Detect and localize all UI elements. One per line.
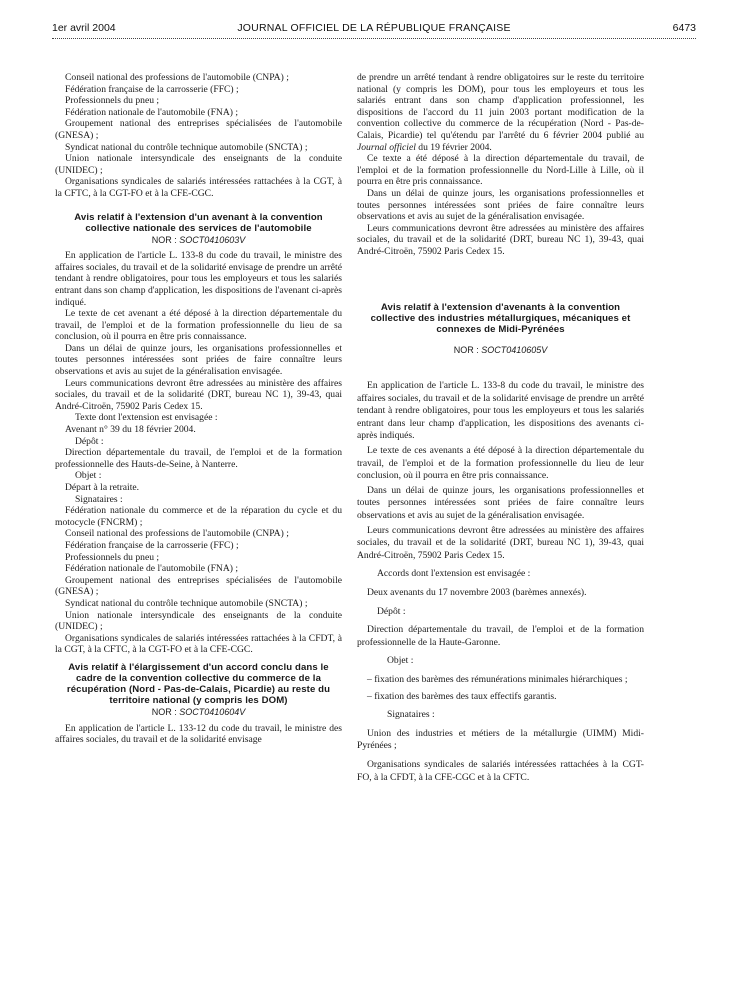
paragraph: Ce texte a été déposé à la direction départementale du travail, de l'emploi et de la formation professionnelle du Nord-Lille à Lille, où il pourra en être pris connaissance.: [357, 153, 644, 188]
section-value: Direction départementale du travail, de l'emploi et de la formation professionnelle des Hauts-de-Seine, à Nanterre.: [55, 447, 342, 470]
section-value: Deux avenants du 17 novembre 2003 (barèmes annexés).: [367, 587, 587, 598]
list-item: – fixation des barèmes des rémunérations minimales hiérarchiques ;: [367, 673, 628, 685]
paragraph: Dans un délai de quinze jours, les organisations professionnelles et toutes personnes intéressées sont priées de faire connaître leurs observations et avis au sujet de la généralisation envisagée.: [357, 187, 644, 223]
list-item: Syndicat national du contrôle technique automobile (SNCTA) ;: [65, 597, 308, 609]
paragraph: Le texte de cet avenant a été déposé à la direction départementale du travail, de l'emploi et de la formation professionnelle du lieu de sa conclusion, où il pourra en être pris connaissance.: [55, 308, 342, 343]
issue-date: 1er avril 2004: [52, 22, 116, 34]
section-value: Départ à la retraite.: [65, 482, 140, 493]
list-item: Groupement national des entreprises spécialisées de l'automobile (GNESA) ;: [55, 574, 342, 598]
header-rule: [52, 38, 696, 39]
journal-title: JOURNAL OFFICIEL DE LA RÉPUBLIQUE FRANÇAISE: [237, 22, 511, 34]
right-column: [357, 72, 644, 784]
section-label: Accords dont l'extension est envisagée :: [377, 568, 531, 580]
nor-label: NOR :: [151, 706, 177, 717]
paragraph-text: du 19 février 2004.: [418, 141, 492, 153]
section-value: Direction départementale du travail, de l'emploi et de la formation professionnelle de la Haute-Garonne.: [357, 624, 644, 648]
section-label: Objet :: [75, 470, 102, 482]
section-label: Dépôt :: [75, 435, 104, 447]
paragraph: Dans un délai de quinze jours, les organisations professionnelles et toutes personnes intéressées sont priées de faire connaître leurs observations et avis au sujet de la généralisation envisagée.: [55, 342, 342, 378]
list-item: Professionnels du pneu ;: [65, 95, 160, 107]
list-item: Union des industries et métiers de la métallurgie (UIMM) Midi-Pyrénées ;: [357, 727, 644, 752]
list-item: Organisations syndicales de salariés intéressées rattachées à la CGT, à la CFTC, à la CGT-FO et à la CFE-CGC.: [55, 176, 342, 199]
paragraph: Le texte de ces avenants a été déposé à la direction départementale du travail, de l'emploi et de la formation professionnelle du lieu de leur conclusion, où il pourra en être pris connaissance.: [357, 445, 644, 482]
section-label: Signataires :: [387, 709, 435, 721]
publication-name: Journal officiel: [357, 141, 416, 153]
list-item: Groupement national des entreprises spécialisées de l'automobile (GNESA) ;: [55, 118, 342, 141]
list-item: – fixation des barèmes des taux effectifs garantis.: [367, 690, 557, 702]
notice-title: Avis relatif à l'élargissement d'un accord conclu dans le cadre de la convention collective du commerce de la récupération (Nord - Pas-de-Calais, Picardie) au reste du territoire national (y compris les DOM): [66, 661, 331, 706]
left-column: [55, 72, 342, 746]
nor-code: SOCT0410604V: [179, 706, 246, 717]
paragraph-text: de prendre un arrêté tendant à rendre obligatoires sur le reste du territoire national (y compris les DOM), pour tous les employeurs et tous les salariés entrant dans son champ d'application professionnel, les dispositions de l'accord du 11 juin 2003 portant modification de la convention collective du commerce de la récupération (Nord - Pas-de-Calais, Picardie) tel qu'étendu par l'arrêté du 6 février 2004 publié au: [357, 72, 644, 141]
list-item: Organisations syndicales de salariés intéressées rattachées à la CGT-FO, à la CFDT, à la CFE-CGC et à la CFTC.: [357, 758, 644, 783]
list-item: Fédération nationale de l'automobile (FNA) ;: [65, 106, 239, 118]
paragraph: En application de l'article L. 133-12 du code du travail, le ministre des affaires sociales, du travail et de la solidarité envisage: [55, 722, 342, 746]
list-item: Organisations syndicales de salariés intéressées rattachées à la CFDT, à la CGT, à la CFTC, à la CGT-FO et à la CFE-CGC.: [55, 632, 342, 656]
notice-title: Avis relatif à l'extension d'un avenant à la convention collective nationale des services de l'automobile: [74, 211, 323, 234]
page-header: [52, 22, 696, 38]
section-label: Signataires :: [75, 493, 123, 505]
section-label: Objet :: [387, 655, 414, 667]
nor-reference: [357, 345, 644, 357]
paragraph: Dans un délai de quinze jours, les organisations professionnelles et toutes personnes intéressées sont priées de faire connaître leurs observations et avis au sujet de la généralisation envisagée.: [357, 484, 644, 522]
list-item: Fédération française de la carrosserie (FFC) ;: [65, 539, 239, 551]
list-item: Fédération nationale du commerce et de la réparation du cycle et du motocycle (FNCRM) ;: [55, 505, 342, 528]
section-label: Texte dont l'extension est envisagée :: [75, 412, 218, 424]
paragraph: Leurs communications devront être adressées au ministère des affaires sociales, du travail et de la solidarité (DRT, bureau NC 1), 39-43, quai André-Citroën, 75902 Paris Cedex 15.: [357, 222, 644, 257]
paragraph: Leurs communications devront être adressées au ministère des affaires sociales, du travail et de la solidarité (DRT, bureau NC 1), 39-43, quai André-Citroën, 75902 Paris Cedex 15.: [357, 524, 644, 561]
list-item: Union nationale intersyndicale des enseignants de la conduite (UNIDEC) ;: [55, 153, 342, 176]
list-item: Syndicat national du contrôle technique automobile (SNCTA) ;: [65, 141, 308, 153]
paragraph-continued: [357, 72, 644, 153]
page-number: 6473: [672, 22, 696, 34]
notice-title: Avis relatif à l'extension d'avenants à la convention collective des industries métallurgiques, mécaniques et connexes de Midi-Pyrénées: [370, 301, 631, 335]
list-item: Professionnels du pneu ;: [65, 551, 160, 563]
section-value: Avenant n° 39 du 18 février 2004.: [65, 424, 196, 436]
nor-label: NOR :: [151, 234, 177, 245]
paragraph: Leurs communications devront être adressées au ministère des affaires sociales, du travail et de la solidarité (DRT, bureau NC 1), 39-43, quai André-Citroën, 75902 Paris Cedex 15.: [55, 377, 342, 412]
section-label: Dépôt :: [377, 605, 406, 617]
paragraph: En application de l'article L. 133-8 du code du travail, le ministre des affaires sociales, du travail et de la solidarité envisage de prendre un arrêté tendant à rendre obligatoires, pour tous les employeurs et tous les salariés entrant dans leur champ d'application, les dispositions des avenants ci-après indiqués.: [357, 380, 644, 442]
nor-code: SOCT0410605V: [481, 344, 548, 355]
nor-code: SOCT0410603V: [179, 234, 246, 245]
nor-label: NOR :: [453, 344, 479, 355]
intro-list: [55, 72, 342, 200]
list-item: Conseil national des professions de l'automobile (CNPA) ;: [65, 528, 289, 540]
nor-reference: [55, 235, 342, 247]
list-item: Union nationale intersyndicale des enseignants de la conduite (UNIDEC) ;: [55, 609, 342, 633]
paragraph: En application de l'article L. 133-8 du code du travail, le ministre des affaires sociales, du travail et de la solidarité envisage de prendre un arrêté tendant à rendre obligatoires, pour tous les employeurs et tous les salariés entrant dans son champ d'application, les dispositions de l'avenant ci-après indiqué.: [55, 250, 342, 308]
list-item: Fédération française de la carrosserie (FFC) ;: [65, 83, 239, 95]
nor-reference: [55, 707, 342, 719]
list-item: Fédération nationale de l'automobile (FNA) ;: [65, 563, 239, 575]
list-item: Conseil national des professions de l'automobile (CNPA) ;: [65, 72, 289, 83]
